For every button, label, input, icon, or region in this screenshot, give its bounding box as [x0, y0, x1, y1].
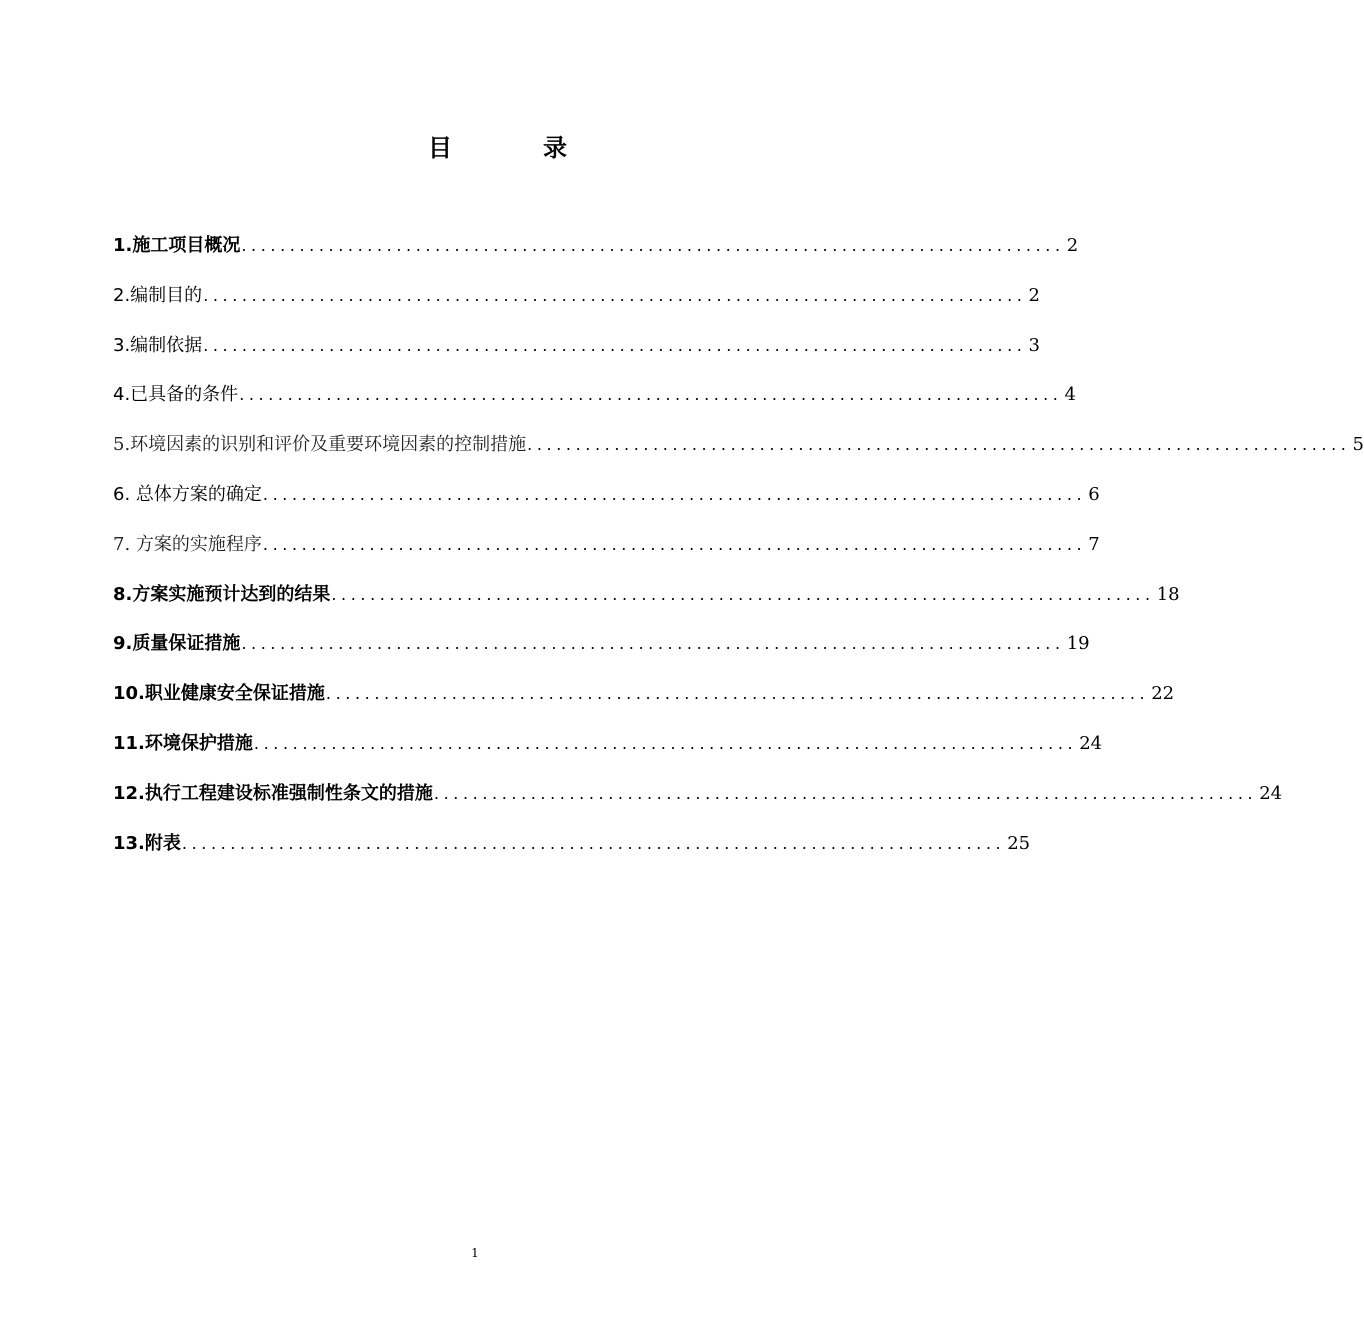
toc-entry-page: 18 [1156, 583, 1180, 605]
toc-leader-dots: ..................................................................................... [203, 335, 1027, 355]
toc-entry-label: 12.执行工程建设标准强制性条文的措施 [113, 782, 433, 804]
title-char-1: 目 [428, 134, 452, 162]
toc-entry-2[interactable] [113, 279, 1040, 329]
table-of-contents [113, 229, 1364, 876]
toc-entry-9[interactable] [113, 627, 1090, 677]
toc-entry-label: 6. 总体方案的确定 [113, 483, 262, 505]
toc-leader-dots: ..................................................................................... [325, 684, 1150, 704]
toc-entry-label: 8.方案实施预计达到的结果 [113, 583, 331, 605]
toc-entry-page: 25 [1007, 832, 1031, 854]
toc-entry-page: 2 [1028, 284, 1040, 306]
toc-leader-dots: ..................................................................................... [527, 435, 1351, 455]
toc-entry-6[interactable] [113, 478, 1100, 528]
toc-entry-12[interactable] [113, 777, 1283, 827]
toc-entry-13[interactable] [113, 827, 1031, 877]
toc-entry-page: 22 [1151, 683, 1175, 705]
title-char-2: 录 [543, 134, 567, 162]
toc-entry-3[interactable] [113, 329, 1040, 379]
toc-entry-7[interactable] [113, 528, 1100, 578]
toc-entry-label: 4.已具备的条件 [113, 384, 239, 406]
toc-leader-dots: ..................................................................................... [203, 285, 1027, 305]
toc-entry-4[interactable] [113, 378, 1076, 428]
toc-entry-page: 4 [1064, 384, 1076, 406]
toc-entry-page: 7 [1088, 533, 1100, 555]
toc-leader-dots: ..................................................................................... [262, 484, 1087, 504]
toc-leader-dots: ..................................................................................... [241, 634, 1065, 654]
toc-leader-dots: ..................................................................................... [181, 833, 1006, 853]
toc-entry-label: 5.环境因素的识别和评价及重要环境因素的控制措施 [113, 434, 527, 456]
toc-entry-1[interactable] [113, 229, 1079, 279]
toc-entry-label: 11.环境保护措施 [113, 732, 253, 754]
toc-entry-label: 7. 方案的实施程序 [113, 533, 262, 555]
toc-entry-page: 24 [1079, 732, 1103, 754]
toc-entry-10[interactable] [113, 677, 1175, 727]
toc-entry-page: 2 [1066, 235, 1079, 256]
footer-page-number: 1 [471, 1246, 479, 1260]
toc-leader-dots: ..................................................................................... [239, 385, 1063, 405]
toc-entry-label: 10.职业健康安全保证措施 [113, 683, 325, 705]
toc-leader-dots: ..................................................................................... [253, 733, 1078, 753]
toc-entry-label: 1.施工项目概况 [113, 235, 241, 256]
toc-entry-11[interactable] [113, 727, 1103, 777]
toc-entry-label: 13.附表 [113, 832, 181, 854]
toc-entry-page: 24 [1259, 782, 1283, 804]
toc-leader-dots: ..................................................................................... [433, 783, 1258, 803]
toc-entry-page: 3 [1028, 334, 1040, 356]
toc-entry-page: 6 [1088, 483, 1100, 505]
toc-entry-label: 9.质量保证措施 [113, 633, 241, 655]
page-title [0, 128, 950, 168]
toc-entry-page: 19 [1066, 633, 1090, 655]
toc-entry-page: 5 [1352, 434, 1364, 456]
toc-entry-8[interactable] [113, 578, 1180, 628]
toc-leader-dots: ..................................................................................... [262, 534, 1087, 554]
toc-entry-label: 2.编制目的 [113, 284, 203, 306]
toc-leader-dots: ..................................................................................... [241, 236, 1065, 255]
toc-entry-5[interactable] [113, 428, 1364, 478]
toc-leader-dots: ..................................................................................... [331, 584, 1155, 604]
toc-entry-label: 3.编制依据 [113, 334, 203, 356]
